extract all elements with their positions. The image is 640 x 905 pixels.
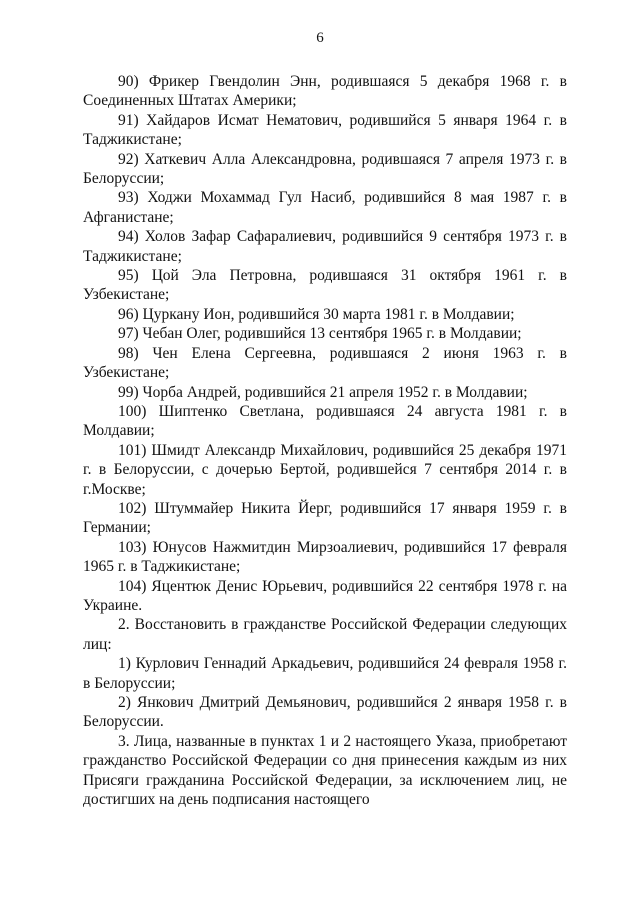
list-item-98: 98) Чен Елена Сергеевна, родившаяся 2 июня 1963 г. в Узбекистане; xyxy=(83,344,567,382)
list-item-102: 102) Штуммайер Никита Йерг, родившийся 17 января 1959 г. в Германии; xyxy=(83,499,567,537)
list-item-95: 95) Цой Эла Петровна, родившаяся 31 октября 1961 г. в Узбекистане; xyxy=(83,267,567,304)
section-2-heading: 2. Восстановить в гражданстве Российской Федерации следующих лиц: xyxy=(83,616,567,653)
list-item-91: 91) Хайдаров Исмат Нематович, родившийся 5 января 1964 г. в Таджикистане; xyxy=(83,111,567,149)
list-item-93: 93) Ходжи Мохаммад Гул Насиб, родившийся 8 мая 1987 г. в Афганистане; xyxy=(83,189,567,226)
restore-item-2: 2) Янкович Дмитрий Демьянович, родившийся 2 января 1958 г. в Белоруссии. xyxy=(83,694,567,731)
page-number: 6 xyxy=(316,30,324,46)
list-item-104: 104) Яцентюк Денис Юрьевич, родившийся 22 сентября 1978 г. на Украине. xyxy=(83,577,567,614)
list-item-90: 90) Фрикер Гвендолин Энн, родившаяся 5 декабря 1968 г. в Соединенных Штатах Америки; xyxy=(83,73,567,110)
list-item-99: 99) Чорба Андрей, родившийся 21 апреля 1952 г. в Молдавии; xyxy=(118,383,528,401)
list-item-96: 96) Цуркану Ион, родившийся 30 марта 1981 г. в Молдавии; xyxy=(118,305,515,323)
list-item-92: 92) Хаткевич Алла Александровна, родившаяся 7 апреля 1973 г. в Белоруссии; xyxy=(83,150,567,188)
section-3-paragraph: 3. Лица, названные в пунктах 1 и 2 настоящего Указа, приобретают гражданство Российской Федерации со дня принесения каждым из них Присяги гражданина Российской Федерации, за исключением лиц, не достигших на день подписания настоящего xyxy=(83,732,567,809)
list-item-103: 103) Юнусов Нажмитдин Мирзоалиевич, родившийся 17 февраля 1965 г. в Таджикистане; xyxy=(83,538,567,576)
list-item-100: 100) Шиптенко Светлана, родившаяся 24 августа 1981 г. в Молдавии; xyxy=(83,402,567,440)
list-item-101: 101) Шмидт Александр Михайлович, родившийся 25 декабря 1971 г. в Белоруссии, с дочерью Бертой, родившейся 7 сентября 2014 г. в г.Москве; xyxy=(83,441,567,498)
list-item-97: 97) Чебан Олег, родившийся 13 сентября 1965 г. в Молдавии; xyxy=(118,325,522,343)
restore-item-1: 1) Курлович Геннадий Аркадьевич, родившийся 24 февраля 1958 г. в Белоруссии; xyxy=(83,655,567,692)
document-body xyxy=(83,72,567,809)
list-item-94: 94) Холов Зафар Сафаралиевич, родившийся 9 сентября 1973 г. в Таджикистане; xyxy=(83,228,567,265)
